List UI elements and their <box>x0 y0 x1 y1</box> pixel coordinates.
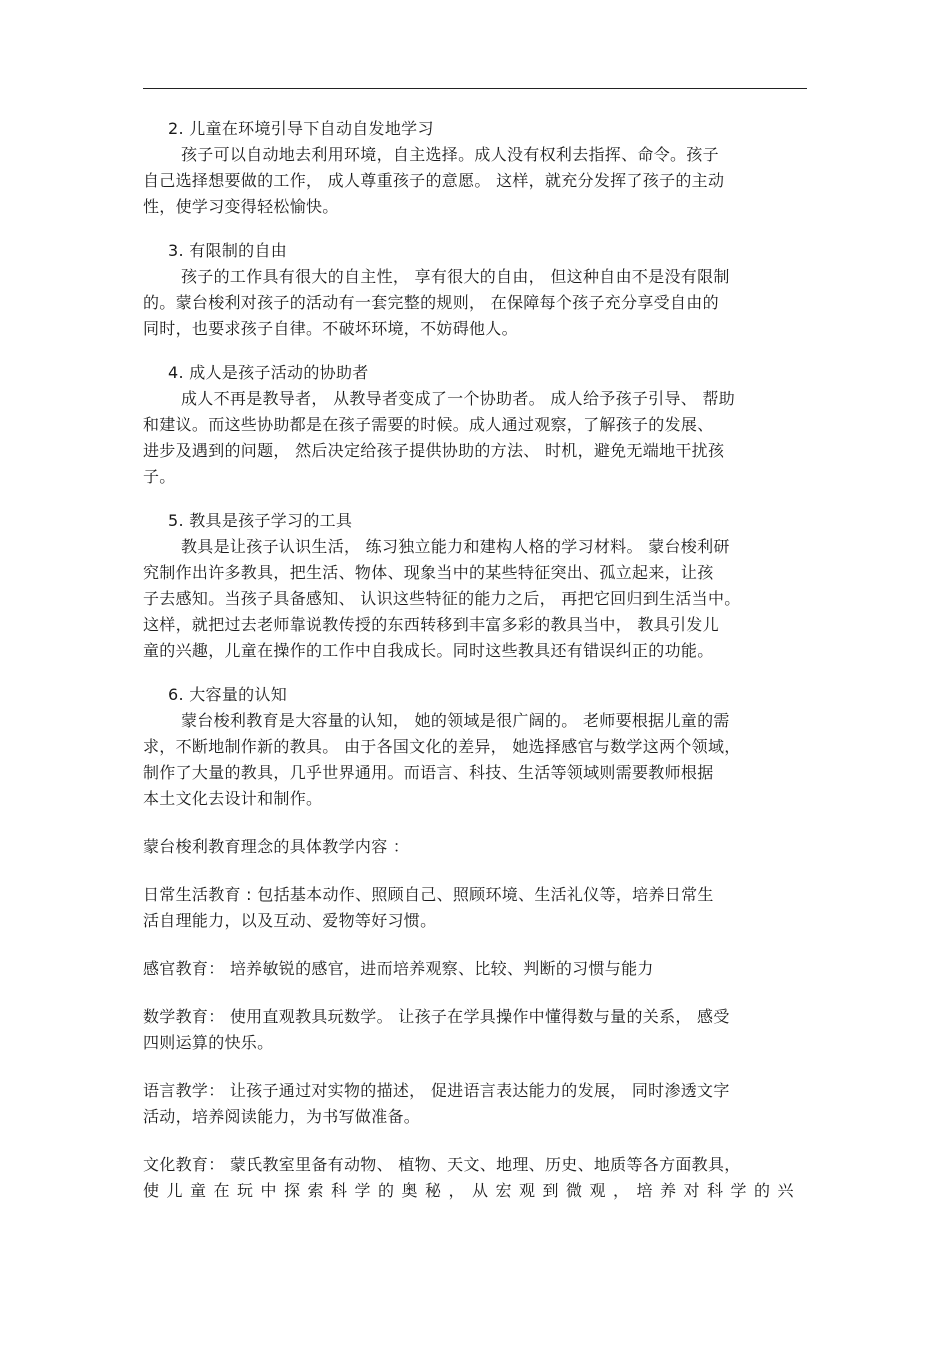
paragraph-line: 求，不断地制作新的教具。 由于各国文化的差异， 她选择感官与数学这两个领域， <box>143 737 741 756</box>
paragraph-line: 同时，也要求孩子自律。不破坏环境，不妨碍他人。 <box>143 319 518 338</box>
paragraph-line: 本土文化去设计和制作。 <box>143 789 323 808</box>
paragraph-line: 的。蒙台梭利对孩子的活动有一套完整的规则， 在保障每个孩子充分享受自由的 <box>143 293 719 312</box>
document-body <box>143 116 813 1204</box>
daily-life-line: 活自理能力，以及互动、爱物等好习惯。 <box>143 911 437 930</box>
language-line: 活动，培养阅读能力，为书写做准备。 <box>143 1107 421 1126</box>
section-4-heading: 4. 成人是孩子活动的协助者 <box>168 363 369 382</box>
paragraph-line: 成人不再是教导者， 从教导者变成了一个协助者。 成人给予孩子引导、 帮助 <box>181 389 736 408</box>
paragraph-line: 孩子可以自动地去利用环境，自主选择。成人没有权利去指挥、命令。孩子 <box>181 145 719 164</box>
paragraph-line: 子。 <box>143 467 176 486</box>
section-3-heading: 3. 有限制的自由 <box>168 241 288 260</box>
paragraph-line: 子去感知。当孩子具备感知、 认识这些特征的能力之后， 再把它回归到生活当中。 <box>143 589 741 608</box>
section-6-heading: 6. 大容量的认知 <box>168 685 288 704</box>
sensory-line: 感官教育： 培养敏锐的感官，进而培养观察、比较、判断的习惯与能力 <box>143 959 654 978</box>
content-intro: 蒙台梭利教育理念的具体教学内容 ： <box>143 837 410 856</box>
paragraph-line: 制作了大量的教具，几乎世界通用。而语言、科技、生活等领域则需要教师根据 <box>143 763 714 782</box>
math-line: 数学教育： 使用直观教具玩数学。 让孩子在学具操作中懂得数与量的关系， 感受 <box>143 1007 730 1026</box>
paragraph-line: 这样，就把过去老师靠说教传授的东西转移到丰富多彩的教具当中， 教具引发儿 <box>143 615 719 634</box>
culture-line: 文化教育： 蒙氏教室里备有动物、 植物、天文、地理、历史、地质等各方面教具， <box>143 1155 741 1174</box>
paragraph-line: 和建议。而这些协助都是在孩子需要的时候。成人通过观察，了解孩子的发展、 <box>143 415 714 434</box>
header-rule <box>143 88 807 89</box>
paragraph-line: 教具是让孩子认识生活， 练习独立能力和建构人格的学习材料。 蒙台梭利研 <box>181 537 730 556</box>
paragraph-line: 性，使学习变得轻松愉快。 <box>143 197 339 216</box>
daily-life-line: 日常生活教育 : 包括基本动作、照顾自己、照顾环境、生活礼仪等，培养日常生 <box>143 885 714 904</box>
paragraph-line: 自己选择想要做的工作， 成人尊重孩子的意愿。 这样，就充分发挥了孩子的主动 <box>143 171 725 190</box>
paragraph-line: 孩子的工作具有很大的自主性， 享有很大的自由， 但这种自由不是没有限制 <box>181 267 730 286</box>
paragraph-line: 进步及遇到的问题， 然后决定给孩子提供协助的方法、 时机，避免无端地干扰孩 <box>143 441 725 460</box>
language-line: 语言教学： 让孩子通过对实物的描述， 促进语言表达能力的发展， 同时渗透文字 <box>143 1081 730 1100</box>
math-line: 四则运算的快乐。 <box>143 1033 274 1052</box>
section-5-heading: 5. 教具是孩子学习的工具 <box>168 511 353 530</box>
paragraph-line: 究制作出许多教具，把生活、物体、现象当中的某些特征突出、孤立起来，让孩 <box>143 563 714 582</box>
paragraph-line: 蒙台梭利教育是大容量的认知， 她的领域是很广阔的。 老师要根据儿童的需 <box>181 711 730 730</box>
paragraph-line: 童的兴趣，儿童在操作的工作中自我成长。同时这些教具还有错误纠正的功能。 <box>143 641 714 660</box>
culture-line: 使儿童在玩中探索科学的奥秘，从宏观到微观，培养对科学的兴 <box>143 1181 802 1200</box>
section-2-heading: 2. 儿童在环境引导下自动自发地学习 <box>168 119 434 138</box>
